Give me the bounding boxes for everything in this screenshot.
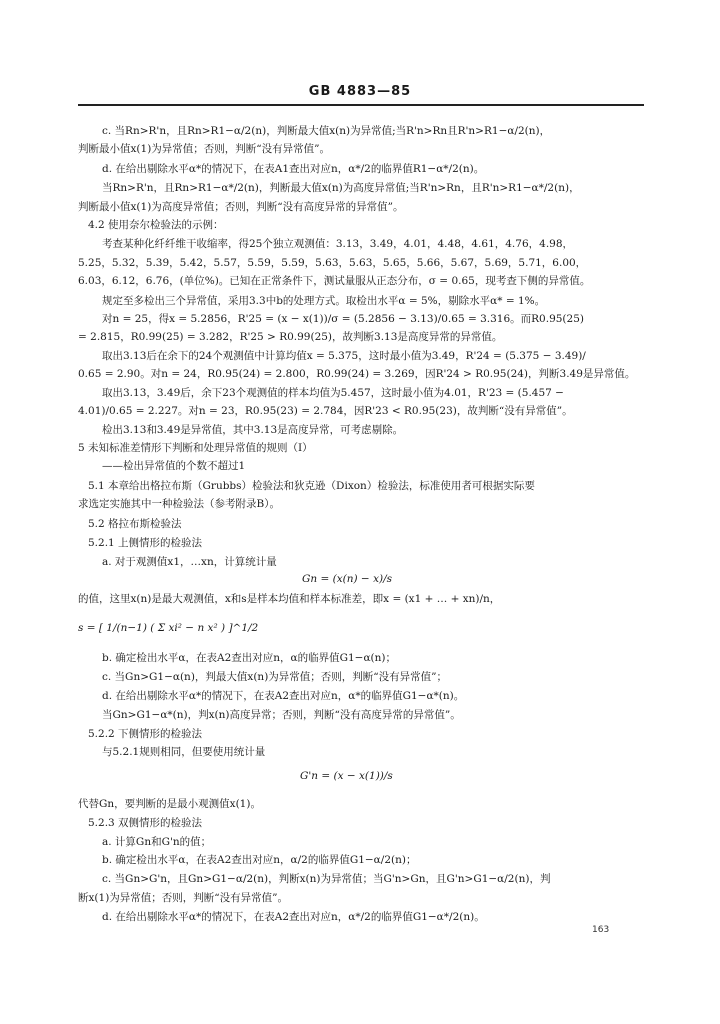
section-subtitle: ——检出异常值的个数不超过1 [102,460,246,472]
section-heading: 4.2 使用奈尔检验法的示例： [88,219,224,231]
header-rule [78,104,644,106]
text-line: c. 当Gn>G1−α(n)，判最大值x(n)为异常值；否则，判断“没有异常值”； [102,671,448,683]
standard-code-header: GB 4883—85 [308,84,412,99]
text-line: d. 在给出剔除水平α*的情况下，在表A2查出对应n，α*的临界值G1−α*(n)。 [102,690,465,702]
text-line: 5.25，5.32，5.39，5.42，5.57，5.59，5.59，5.63，5.63，5.65，5.66，5.67，5.69，5.71，6.00， [78,257,587,269]
text-line: 判断最小值x(1)为高度异常值；否则，判断“没有高度异常的异常值”。 [78,201,404,213]
text-line: 当Rn>R'n，且Rn>R1−α*/2(n)，判断最大值x(n)为高度异常值;当R'n>Rn，且R'n>R1−α*/2(n)， [102,182,580,194]
text-line: c. 当Gn>G'n，且Gn>G1−α/2(n)，判断x(n)为异常值；当G'n>Gn，且G'n>G1−α/2(n)，判 [102,873,551,885]
text-line: 断x(1)为异常值；否则，判断“没有异常值”。 [78,892,289,904]
text-line: 4.01)/0.65 = 2.227。对n = 23，R0.95(23) = 2.784，因R'23 < R0.95(23)，故判断“没有异常值”。 [78,405,573,417]
text-line: 取出3.13，3.49后，余下23个观测值的样本均值为5.457，这时最小值为4.01，R'23 = (5.457 − [102,387,564,399]
text-line: d. 在给出剔除水平α*的情况下，在表A1查出对应n，α*/2的临界值R1−α*/2(n)。 [102,163,485,175]
text-line: 判断最小值x(1)为异常值；否则，判断“没有异常值”。 [78,143,331,155]
text-line: a. 对于观测值x1，…xn，计算统计量 [102,556,277,568]
formula-gn-prime: G'n = (x − x(1))/s [300,770,393,782]
text-line: 当Gn>G1−α*(n)，判x(n)高度异常；否则，判断“没有高度异常的异常值”。 [102,709,461,721]
text-line: 代替Gn，要判断的是最小观测值x(1)。 [78,798,261,810]
section-heading: 5.2.3 双侧情形的检验法 [88,817,203,829]
formula-gn: Gn = (x(n) − x)/s [302,573,393,585]
section-heading: 5.2.1 上侧情形的检验法 [88,537,203,549]
text-line: 与5.2.1规则相同，但要使用统计量 [102,746,266,758]
section-heading: 5.2 格拉布斯检验法 [88,518,182,530]
text-line: 5.1 本章给出格拉布斯（Grubbs）检验法和狄克逊（Dixon）检验法，标准使用者可根据实际要 [88,480,535,492]
section-heading: 5 未知标准差情形下判断和处理异常值的规则（Ⅰ） [78,442,313,454]
text-line: 对n = 25，得x = 5.2856，R'25 = (x − x(1))/σ = (5.2856 − 3.13)/0.65 = 3.316。而R0.95(25) [102,313,584,325]
text-line: 检出3.13和3.49是异常值，其中3.13是高度异常，可考虑剔除。 [102,424,404,436]
text-line: 0.65 = 2.90。对n = 24，R0.95(24) = 2.800，R0.99(24) = 3.269，因R'24 > R0.95(24)，判断3.49是异常值。 [78,368,636,380]
text-line: b. 确定检出水平α，在表A2查出对应n，α/2的临界值G1−α/2(n)； [102,854,417,866]
section-heading: 5.2.2 下侧情形的检验法 [88,728,203,740]
text-line: 的值，这里x(n)是最大观测值，x和s是样本均值和样本标准差，即x = (x1 + … + xn)/n， [78,593,501,605]
formula-s: s = [ 1/(n−1) ( Σ xi² − n x² ) ]^1/2 [78,622,259,634]
text-line: 6.03，6.12，6.76，(单位%)。已知在正常条件下，测试量服从正态分布，σ = 0.65，现考查下侧的异常值。 [78,275,591,287]
page-number: 163 [592,925,610,935]
text-line: 规定至多检出三个异常值，采用3.3中b的处理方式。取检出水平α = 5%，剔除水平α* = 1%。 [102,295,546,307]
text-line: 取出3.13后在余下的24个观测值中计算均值x = 5.375，这时最小值为3.49，R'24 = (5.375 − 3.49)/ [102,350,586,362]
text-line: = 2.815，R0.99(25) = 3.282，R'25 > R0.99(25)，故判断3.13是高度异常的异常值。 [78,331,503,343]
text-line: c. 当Rn>R'n，且Rn>R1−α/2(n)，判断最大值x(n)为异常值;当R'n>Rn且R'n>R1−α/2(n)， [102,125,551,137]
text-line: b. 确定检出水平α，在表A2查出对应n，α的临界值G1−α(n)； [102,652,397,664]
text-line: 求选定实施其中一种检验法（参考附录B）。 [78,498,280,510]
text-line: 考查某种化纤纤维干收缩率，得25个独立观测值：3.13，3.49，4.01，4.48，4.61，4.76，4.98， [102,238,574,250]
text-line: d. 在给出剔除水平α*的情况下，在表A2查出对应n，α*/2的临界值G1−α*/2(n)。 [102,911,485,923]
text-line: a. 计算Gn和G'n的值； [102,836,212,848]
